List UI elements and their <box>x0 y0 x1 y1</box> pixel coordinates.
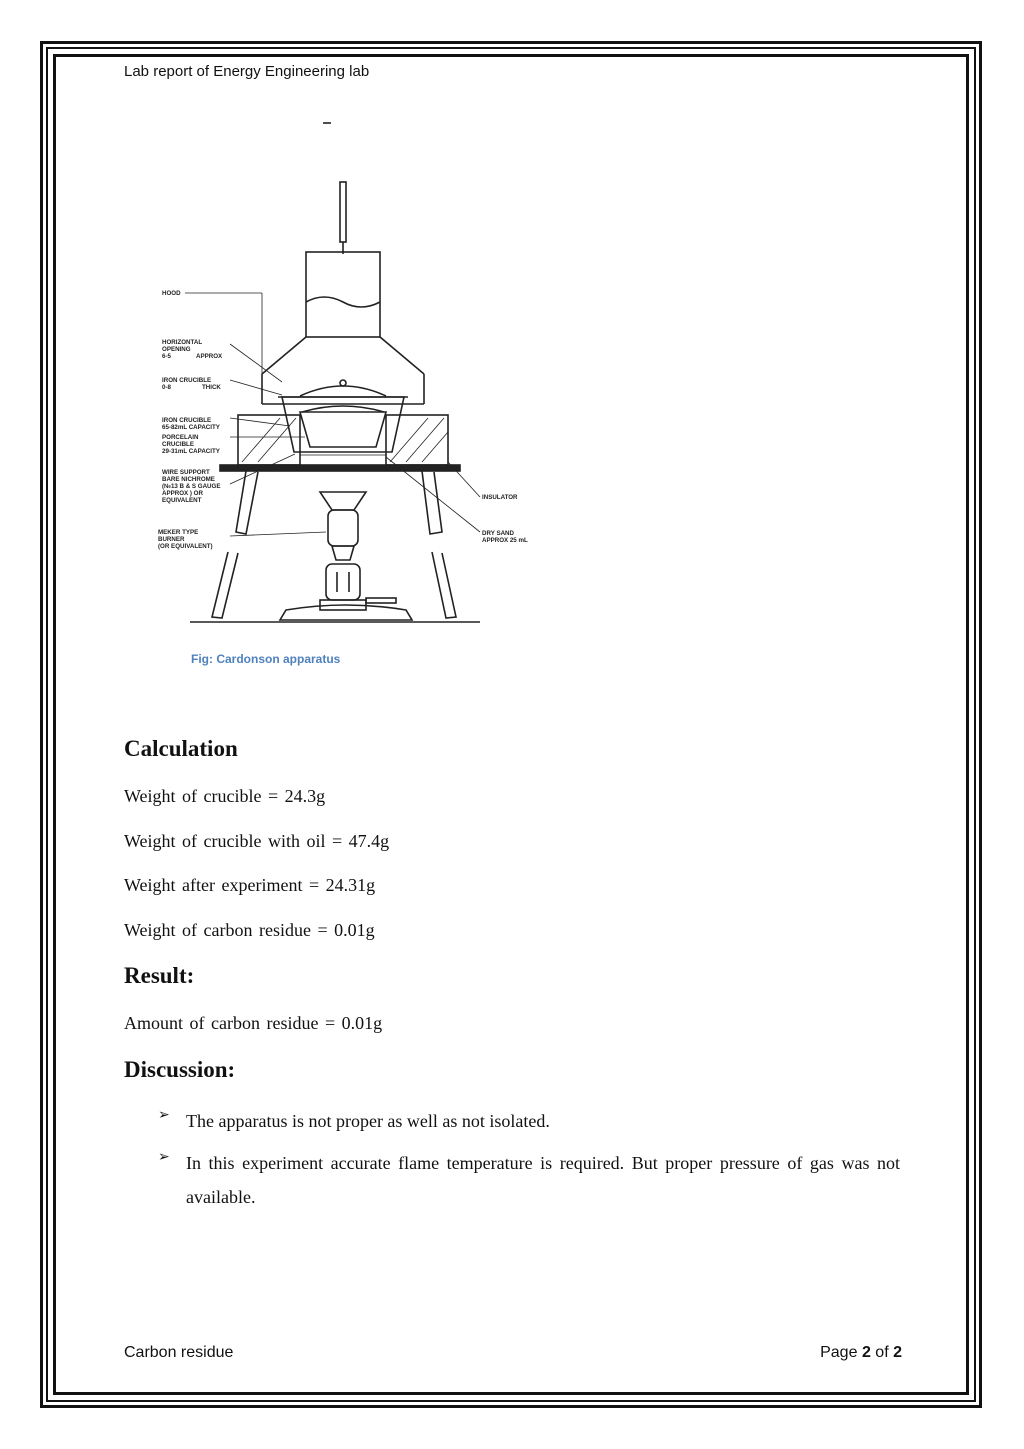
page-prefix: Page <box>820 1344 858 1361</box>
label-wire-support-1: WIRE SUPPORT <box>162 469 210 476</box>
label-iron-crucible-capacity-2: 65-82mL CAPACITY <box>162 424 220 431</box>
result-heading: Result: <box>124 963 195 988</box>
footer-title: Carbon residue <box>124 1344 234 1361</box>
label-dry-sand-1: DRY SAND <box>482 530 514 537</box>
discussion-item-2: In this experiment accurate flame temperature is required. But proper pressure of gas was not available. <box>186 1153 900 1207</box>
label-porcelain-3: 29-31mL CAPACITY <box>162 448 220 455</box>
label-horizontal-opening-4: APPROX <box>196 353 223 360</box>
calculation-line-3: Weight after experiment = 24.31g <box>124 875 376 895</box>
label-meker-burner-2: BURNER <box>158 536 185 543</box>
calculation-heading: Calculation <box>124 736 238 761</box>
label-meker-burner-1: MEKER TYPE <box>158 529 199 536</box>
list-item <box>158 1104 900 1138</box>
discussion-list <box>158 1104 900 1222</box>
page-current: 2 <box>861 1344 871 1361</box>
label-wire-support-3: (№13 B & S GAUGE <box>162 483 221 490</box>
label-wire-support-4: APPROX ) OR <box>162 490 203 497</box>
label-iron-crucible-thick-2: 0-8 <box>162 384 171 391</box>
label-insulator: INSULATOR <box>482 494 518 501</box>
label-wire-support-5: EQUIVALENT <box>162 497 202 504</box>
label-horizontal-opening-3: 6-5 <box>162 353 171 360</box>
label-porcelain-2: CRUCIBLE <box>162 441 194 448</box>
result-line: Amount of carbon residue = 0.01g <box>124 1013 383 1033</box>
label-wire-support-2: BARE NICHROME <box>162 476 215 483</box>
calculation-line-2: Weight of crucible with oil = 47.4g <box>124 831 390 851</box>
label-iron-crucible-capacity-1: IRON CRUCIBLE <box>162 417 212 424</box>
label-iron-crucible-thick-1: IRON CRUCIBLE <box>162 377 212 384</box>
page-separator: of <box>875 1344 889 1361</box>
arrow-bullet-icon: ➢ <box>158 1149 170 1165</box>
discussion-heading: Discussion: <box>124 1057 236 1082</box>
discussion-item-1: The apparatus is not proper as well as not isolated. <box>186 1111 550 1131</box>
label-horizontal-opening-2: OPENING <box>162 346 191 353</box>
page-total: 2 <box>893 1344 902 1361</box>
page-number <box>820 1344 902 1362</box>
label-horizontal-opening-1: HORIZONTAL <box>162 339 203 346</box>
arrow-bullet-icon: ➢ <box>158 1107 170 1123</box>
label-porcelain-1: PORCELAIN <box>162 434 199 441</box>
label-meker-burner-3: (OR EQUIVALENT) <box>158 543 213 550</box>
list-item <box>158 1146 900 1214</box>
label-hood: HOOD <box>162 290 181 297</box>
label-dry-sand-2: APPROX 25 mL <box>482 537 528 544</box>
page-header: Lab report of Energy Engineering lab <box>124 63 370 80</box>
cardonson-apparatus-figure <box>150 112 550 632</box>
figure-caption: Fig: Cardonson apparatus <box>191 652 341 666</box>
label-iron-crucible-thick-3: THICK <box>202 384 221 391</box>
calculation-line-4: Weight of carbon residue = 0.01g <box>124 920 375 940</box>
calculation-line-1: Weight of crucible = 24.3g <box>124 786 326 806</box>
